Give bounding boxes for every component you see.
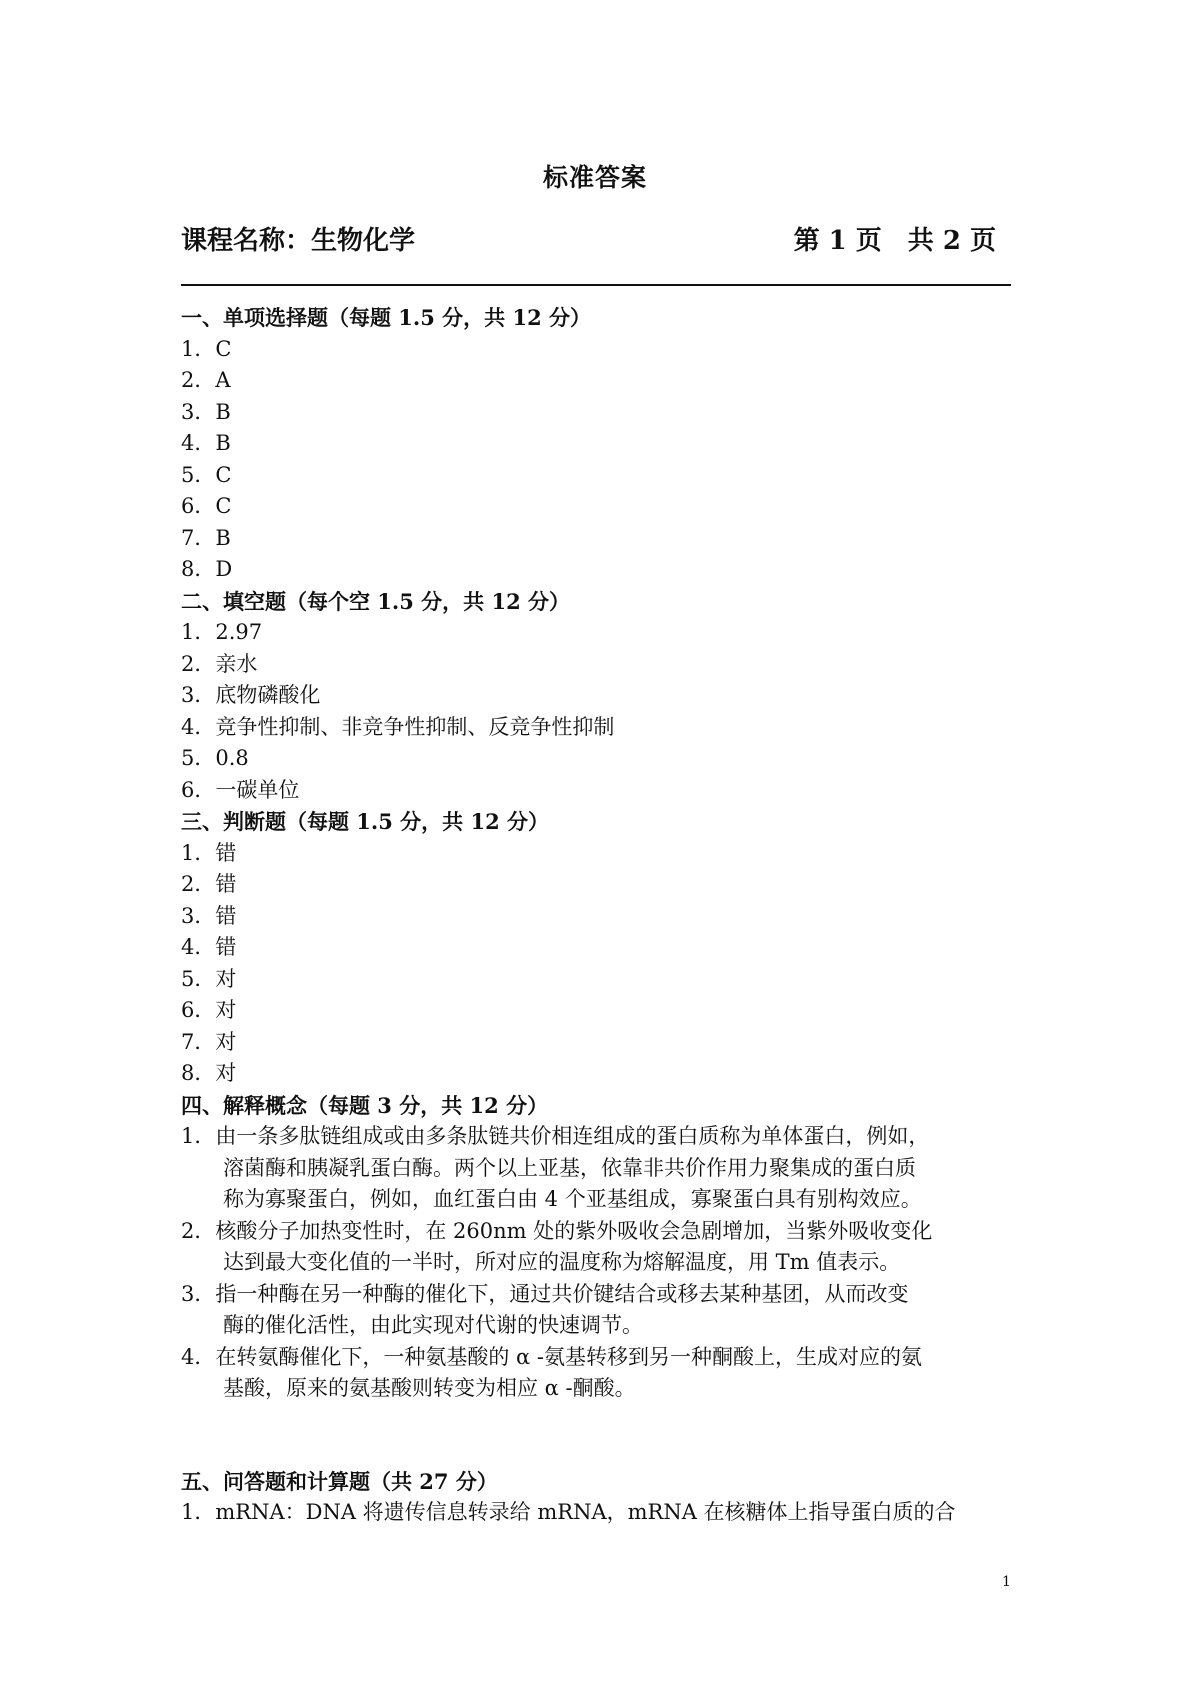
answer-line: 4．B — [181, 431, 231, 455]
answer-line: 5．0.8 — [181, 746, 249, 770]
answer-line: 4．错 — [181, 935, 237, 959]
answer-line: 2．A — [181, 368, 231, 392]
answer-line: 3．错 — [181, 903, 237, 928]
header-rule — [181, 284, 1011, 286]
answer-line: 4．在转氨酶催化下，一种氨基酸的 α -氨基转移到另一种酮酸上，生成对应的氨 — [181, 1344, 922, 1369]
answer-line: 酶的催化活性，由此实现对代谢的快速调节。 — [181, 1313, 643, 1337]
answer-line: 1．C — [181, 336, 232, 361]
answer-line: 3．指一种酶在另一种酶的催化下，通过共价键结合或移去某种基团，从而改变 — [181, 1281, 909, 1306]
answer-line: 7．对 — [181, 1029, 237, 1054]
answer-line: 溶菌酶和胰凝乳蛋白酶。两个以上亚基，依靠非共价作用力聚集成的蛋白质 — [181, 1155, 916, 1180]
document-header — [181, 220, 1011, 260]
answer-line: 7．B — [181, 525, 231, 550]
page-number: 1 — [1002, 1574, 1011, 1590]
answer-line: 1．错 — [181, 840, 237, 865]
answer-line: 2．核酸分子加热变性时，在 260nm 处的紫外吸收会急剧增加，当紫外吸收变化 — [181, 1218, 933, 1243]
answer-line: 基酸，原来的氨基酸则转变为相应 α -酮酸。 — [181, 1376, 636, 1400]
page-info: 第 1 页 共 2 页 — [793, 226, 996, 256]
answer-line: 达到最大变化值的一半时，所对应的温度称为熔解温度，用 Tm 值表示。 — [181, 1250, 901, 1274]
course-name: 课程名称：生物化学 — [181, 226, 416, 256]
answer-line: 8．D — [181, 557, 233, 581]
answer-line: 6．对 — [181, 998, 237, 1022]
section-heading: 三、判断题（每题 1.5 分，共 12 分） — [181, 809, 550, 834]
answer-line: 2．亲水 — [181, 651, 258, 676]
answer-line: 2．错 — [181, 872, 237, 896]
answer-line: 4．竞争性抑制、非竞争性抑制、反竞争性抑制 — [181, 714, 615, 739]
answer-line: 8．对 — [181, 1061, 237, 1085]
answer-line: 1．由一条多肽链组成或由多条肽链共价相连组成的蛋白质称为单体蛋白，例如， — [181, 1124, 930, 1148]
answer-line: 3．底物磷酸化 — [181, 683, 321, 707]
answer-line: 3．B — [181, 399, 231, 424]
section-heading: 五、问答题和计算题（共 27 分） — [181, 1468, 498, 1494]
section-heading: 一、单项选择题（每题 1.5 分，共 12 分） — [181, 305, 592, 330]
section-heading: 四、解释概念（每题 3 分，共 12 分） — [181, 1092, 549, 1118]
answer-line: 6．一碳单位 — [181, 777, 300, 802]
answer-line: 6．C — [181, 494, 232, 518]
answer-line: 1．2.97 — [181, 620, 263, 644]
answer-content — [181, 302, 1019, 1529]
answer-line: 称为寡聚蛋白，例如，血红蛋白由 4 个亚基组成，寡聚蛋白具有别构效应。 — [181, 1187, 922, 1211]
section-heading: 二、填空题（每个空 1.5 分，共 12 分） — [181, 588, 571, 614]
answer-line: 5．C — [181, 462, 232, 487]
document-title: 标准答案 — [542, 163, 647, 192]
answer-line: 1．mRNA：DNA 将遗传信息转录给 mRNA，mRNA 在核糖体上指导蛋白质的合 — [181, 1500, 956, 1524]
answer-line: 5．对 — [181, 966, 237, 991]
section-spacer — [181, 1405, 1019, 1466]
